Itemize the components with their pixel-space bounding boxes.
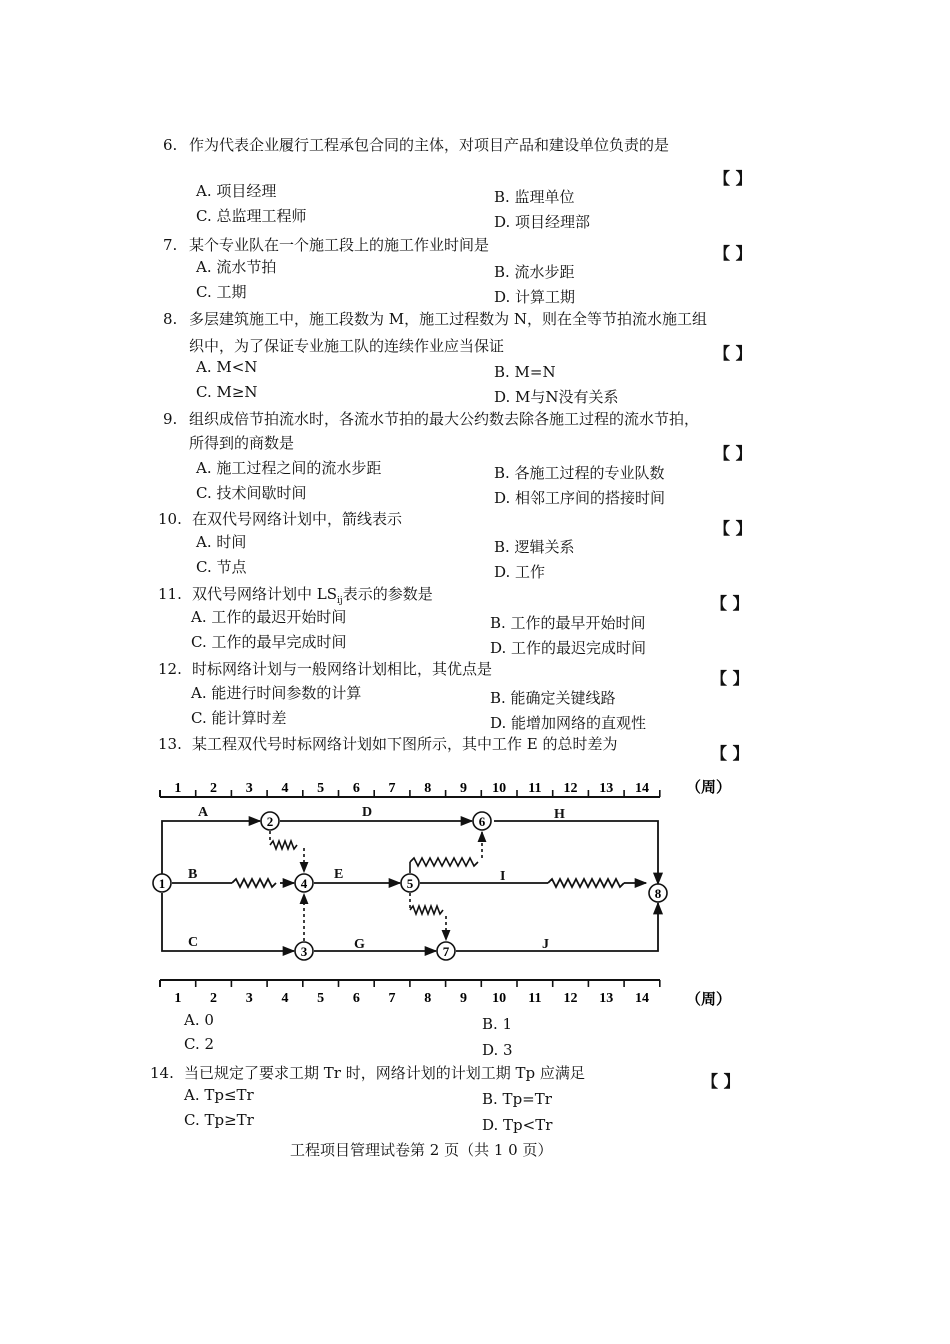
option-c: C. M≥N: [196, 383, 258, 401]
question-stem: 某工程双代号时标网络计划如下图所示，其中工作 E 的总时差为: [192, 735, 618, 753]
question-stem: 组织成倍节拍流水时，各流水节拍的最大公约数去除各施工过程的流水节拍，: [189, 410, 700, 428]
activity-label-j: J: [542, 937, 549, 952]
answer-bracket[interactable]: 【 】: [702, 1072, 740, 1091]
option-a: A. Tp≤Tr: [184, 1086, 254, 1104]
answer-bracket[interactable]: 【 】: [711, 744, 749, 763]
page-footer: 工程项目管理试卷第 2 页（共 1 0 页）: [290, 1141, 553, 1159]
question-number: 9.: [163, 410, 178, 428]
option-a: A. 流水节拍: [196, 258, 277, 276]
bottom-scale-label: 14: [634, 991, 649, 1006]
activity-j-arrow: [456, 903, 658, 951]
dummy-5-6-wave: [410, 858, 478, 866]
question-number: 6.: [163, 136, 178, 154]
option-b: B. M=N: [494, 363, 556, 381]
bottom-scale-label: 11: [528, 991, 542, 1006]
activity-label-b: B: [188, 867, 198, 882]
top-scale-label: 13: [599, 781, 614, 796]
option-b: B. 各施工过程的专业队数: [494, 464, 665, 482]
node-label-8: 8: [654, 886, 662, 901]
option-c: C. 节点: [196, 558, 247, 576]
option-b: B. 能确定关键线路: [490, 689, 616, 707]
top-scale-label: 7: [388, 781, 396, 796]
question-stem: 当已规定了要求工期 Tr 时，网络计划的计划工期 Tp 应满足: [184, 1064, 585, 1082]
question-stem: 双代号网络计划中 $LS_{ij}$表示的参数是: [192, 585, 433, 606]
answer-bracket[interactable]: 【 】: [714, 169, 752, 188]
top-scale-label: 2: [210, 781, 218, 796]
activity-label-d: D: [362, 805, 373, 820]
bottom-scale-label: 10: [492, 991, 507, 1006]
bottom-scale-label: 1: [174, 991, 182, 1006]
option-c: C. 工作的最早完成时间: [191, 633, 347, 651]
top-scale-label: 3: [245, 781, 253, 796]
top-scale-label: 4: [281, 781, 289, 796]
question-stem: 某个专业队在一个施工段上的施工作业时间是: [189, 236, 490, 254]
bottom-scale-label: 13: [599, 991, 614, 1006]
option-c: C. 技术间歇时间: [196, 484, 307, 502]
week-unit-label: （周）: [686, 780, 732, 796]
question-number: 13.: [158, 735, 182, 753]
activity-label-i: I: [500, 869, 506, 884]
top-scale-label: 12: [563, 781, 578, 796]
bottom-scale-label: 4: [281, 991, 289, 1006]
bottom-scale-label: 7: [388, 991, 396, 1006]
option-b: B. 流水步距: [494, 263, 575, 281]
option-b: B. 工作的最早开始时间: [490, 614, 646, 632]
option-d: D. 计算工期: [494, 288, 576, 306]
top-scale-label: 11: [528, 781, 542, 796]
option-a: A. 时间: [196, 533, 247, 551]
option-a: A. 0: [184, 1011, 214, 1029]
top-scale-label: 14: [634, 781, 649, 796]
node-label-7: 7: [442, 944, 450, 959]
answer-bracket[interactable]: 【 】: [711, 669, 749, 688]
activity-h-arrow: [494, 821, 658, 884]
activity-label-c: C: [188, 935, 199, 950]
option-b: B. 逻辑关系: [494, 538, 575, 556]
top-scale-label: 1: [174, 781, 182, 796]
question-number: 8.: [163, 310, 178, 328]
question-number: 11.: [158, 585, 182, 603]
activity-b-wave: [232, 879, 276, 887]
option-d: D. M与N没有关系: [494, 388, 619, 406]
question-number: 14.: [150, 1064, 174, 1082]
bottom-time-scale: [160, 980, 731, 1008]
option-a: A. 项目经理: [196, 182, 277, 200]
activity-label-g: G: [354, 937, 365, 952]
top-scale-label: 5: [317, 781, 325, 796]
subscript: ij: [337, 596, 343, 606]
node-label-5: 5: [406, 876, 414, 891]
week-unit-label: （周）: [686, 992, 732, 1008]
bottom-scale-label: 3: [245, 991, 253, 1006]
question-number: 12.: [158, 660, 182, 678]
top-scale-label: 8: [424, 781, 432, 796]
dummy-5-7-wave: [410, 906, 443, 914]
question-stem: 时标网络计划与一般网络计划相比，其优点是: [192, 660, 493, 678]
option-d: D. 工作: [494, 563, 546, 581]
node-label-2: 2: [266, 814, 274, 829]
question-stem-continued: 所得到的商数是: [189, 434, 295, 452]
activity-c-arrow: [162, 893, 294, 951]
node-label-3: 3: [300, 944, 308, 959]
bottom-scale-label: 5: [317, 991, 325, 1006]
node-label-4: 4: [300, 876, 308, 891]
option-d: D. 3: [482, 1041, 513, 1059]
question-stem: 在双代号网络计划中，箭线表示: [192, 510, 403, 528]
activity-label-h: H: [554, 807, 565, 822]
option-a: A. 施工过程之间的流水步距: [196, 459, 382, 477]
answer-bracket[interactable]: 【 】: [711, 594, 749, 613]
dummy-2-4-wave: [270, 841, 297, 849]
answer-bracket[interactable]: 【 】: [714, 244, 752, 263]
bottom-scale-label: 9: [459, 991, 467, 1006]
activity-i-wave: [548, 879, 624, 887]
top-scale-label: 6: [352, 781, 360, 796]
answer-bracket[interactable]: 【 】: [714, 519, 752, 538]
option-b: B. Tp=Tr: [482, 1090, 552, 1108]
activity-label-e: E: [334, 867, 344, 882]
option-c: C. Tp≥Tr: [184, 1111, 254, 1129]
question-stem: 作为代表企业履行工程承包合同的主体，对项目产品和建设单位负责的是: [189, 136, 670, 154]
bottom-scale-label: 8: [424, 991, 432, 1006]
time-scaled-network-diagram: [150, 770, 740, 1010]
option-d: D. Tp<Tr: [482, 1116, 553, 1134]
activity-label-a: A: [198, 805, 209, 820]
option-c: C. 2: [184, 1035, 215, 1053]
option-d: D. 能增加网络的直观性: [490, 714, 647, 732]
option-b: B. 监理单位: [494, 188, 575, 206]
option-c: C. 能计算时差: [191, 709, 287, 727]
question-stem-continued: 织中，为了保证专业施工队的连续作业应当保证: [189, 337, 505, 355]
node-label-1: 1: [158, 876, 166, 891]
answer-bracket[interactable]: 【 】: [714, 444, 752, 463]
option-d: D. 工作的最迟完成时间: [490, 639, 647, 657]
option-a: A. 能进行时间参数的计算: [191, 684, 362, 702]
top-scale-label: 10: [492, 781, 507, 796]
option-a: A. M<N: [196, 358, 258, 376]
top-time-scale: [160, 778, 731, 797]
option-d: D. 项目经理部: [494, 213, 591, 231]
answer-bracket[interactable]: 【 】: [714, 344, 752, 363]
option-d: D. 相邻工序间的搭接时间: [494, 489, 666, 507]
option-b: B. 1: [482, 1015, 513, 1033]
node-label-6: 6: [478, 814, 486, 829]
question-number: 7.: [163, 236, 178, 254]
top-scale-label: 9: [459, 781, 467, 796]
bottom-scale-label: 2: [210, 991, 218, 1006]
question-number: 10.: [158, 510, 182, 528]
bottom-scale-label: 12: [563, 991, 578, 1006]
option-a: A. 工作的最迟开始时间: [191, 608, 347, 626]
option-c: C. 总监理工程师: [196, 207, 307, 225]
bottom-scale-label: 6: [352, 991, 360, 1006]
option-c: C. 工期: [196, 283, 247, 301]
activity-a-arrow: [162, 821, 260, 883]
question-stem: 多层建筑施工中，施工段数为 M，施工过程数为 N，则在全等节拍流水施工组: [189, 310, 708, 328]
